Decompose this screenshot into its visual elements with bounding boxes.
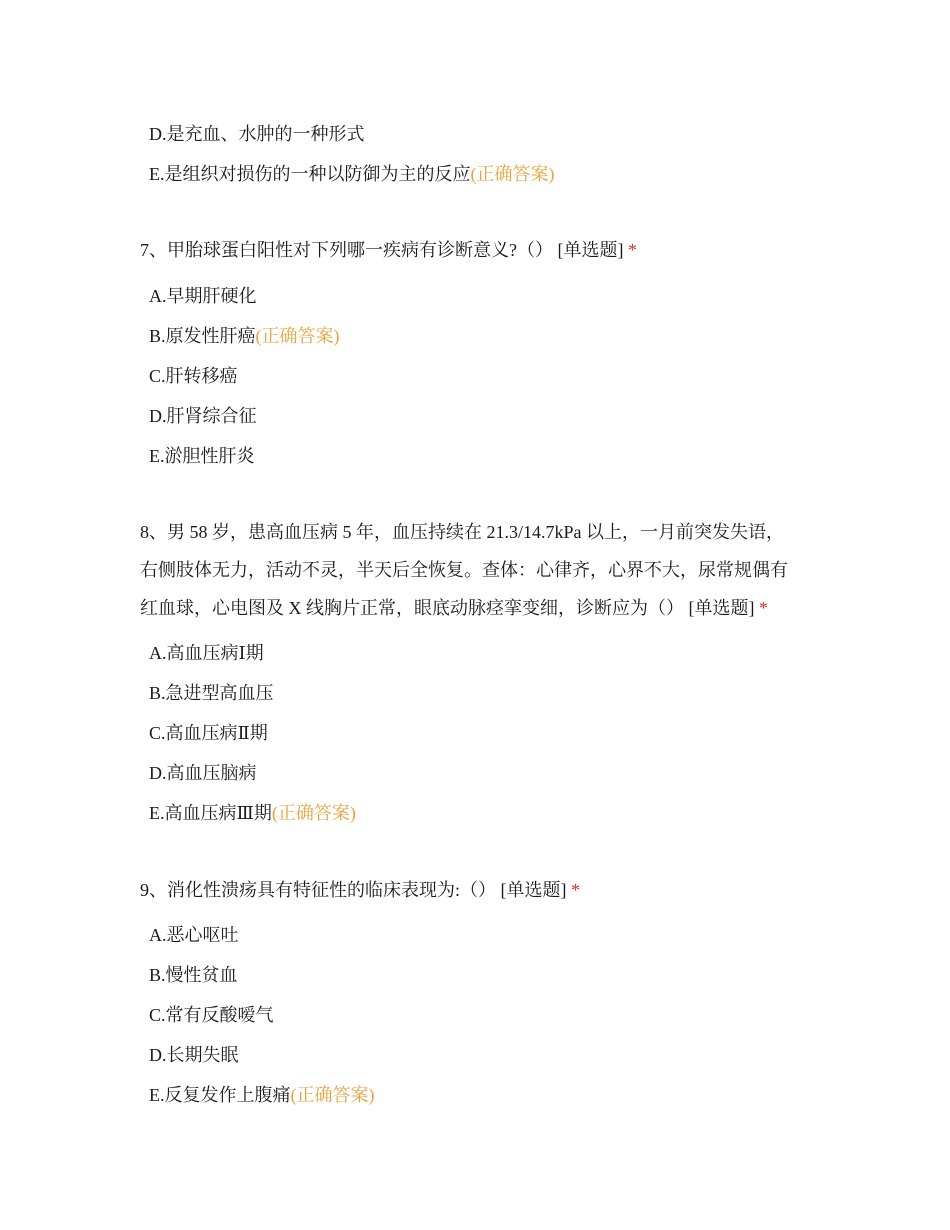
question-text: 右侧肢体无力，活动不灵，半天后全恢复。查体：心律齐，心界不大，尿常规偶有 (140, 560, 788, 580)
option-a-q7 (149, 284, 257, 308)
option-label: C.肝转移癌 (149, 366, 238, 386)
question-9-title (140, 878, 580, 902)
question-type: [单选题] (500, 880, 567, 900)
option-a-q9 (149, 923, 239, 947)
option-label: C.常有反酸嗳气 (149, 1005, 274, 1025)
option-d-q9 (149, 1043, 239, 1067)
question-7-title (140, 238, 637, 262)
correct-answer-tag: (正确答案) (290, 1085, 375, 1105)
option-label: A.高血压病Ⅰ期 (149, 643, 264, 663)
option-label: A.恶心呕吐 (149, 925, 239, 945)
option-label: D.长期失眠 (149, 1045, 239, 1065)
required-mark: * (628, 240, 637, 260)
option-e-q6 (149, 162, 555, 186)
question-8-line-3 (140, 596, 768, 620)
option-label: E.淤胆性肝炎 (149, 446, 255, 466)
question-8-line-1 (140, 520, 784, 544)
option-label: D.高血压脑病 (149, 763, 257, 783)
option-b-q9 (149, 963, 238, 987)
question-text: 8、男 58 岁，患高血压病 5 年，血压持续在 21.3/14.7kPa 以上，一月前突发失语， (140, 522, 784, 542)
option-e-q8 (149, 801, 356, 825)
correct-answer-tag: (正确答案) (271, 803, 356, 823)
required-mark: * (571, 880, 580, 900)
option-d-q8 (149, 761, 257, 785)
option-label: E.反复发作上腹痛 (149, 1085, 291, 1105)
option-label: B.原发性肝癌 (149, 326, 256, 346)
required-mark: * (759, 598, 768, 618)
correct-answer-tag: (正确答案) (255, 326, 340, 346)
option-label: B.急进型高血压 (149, 683, 274, 703)
option-c-q8 (149, 721, 268, 745)
option-b-q7 (149, 324, 340, 348)
question-text: 7、甲胎球蛋白阳性对下列哪一疾病有诊断意义?（） (140, 240, 553, 260)
question-8-line-2 (140, 558, 788, 582)
question-text: 红血球，心电图及 X 线胸片正常，眼底动脉痉挛变细，诊断应为（） (140, 598, 684, 618)
option-a-q8 (149, 641, 264, 665)
option-d-q6 (149, 122, 365, 146)
option-c-q9 (149, 1003, 274, 1027)
option-label: D.肝肾综合征 (149, 406, 257, 426)
option-label: A.早期肝硬化 (149, 286, 257, 306)
option-label: C.高血压病Ⅱ期 (149, 723, 268, 743)
option-label: E.是组织对损伤的一种以防御为主的反应 (149, 164, 471, 184)
option-e-q7 (149, 444, 255, 468)
option-label: E.高血压病Ⅲ期 (149, 803, 272, 823)
correct-answer-tag: (正确答案) (470, 164, 555, 184)
question-type: [单选题] (688, 598, 755, 618)
option-e-q9 (149, 1083, 375, 1107)
question-text: 9、消化性溃疡具有特征性的临床表现为:（） (140, 880, 496, 900)
option-label: D.是充血、水肿的一种形式 (149, 124, 365, 144)
option-b-q8 (149, 681, 274, 705)
question-type: [单选题] (557, 240, 624, 260)
option-d-q7 (149, 404, 257, 428)
option-c-q7 (149, 364, 238, 388)
option-label: B.慢性贫血 (149, 965, 238, 985)
